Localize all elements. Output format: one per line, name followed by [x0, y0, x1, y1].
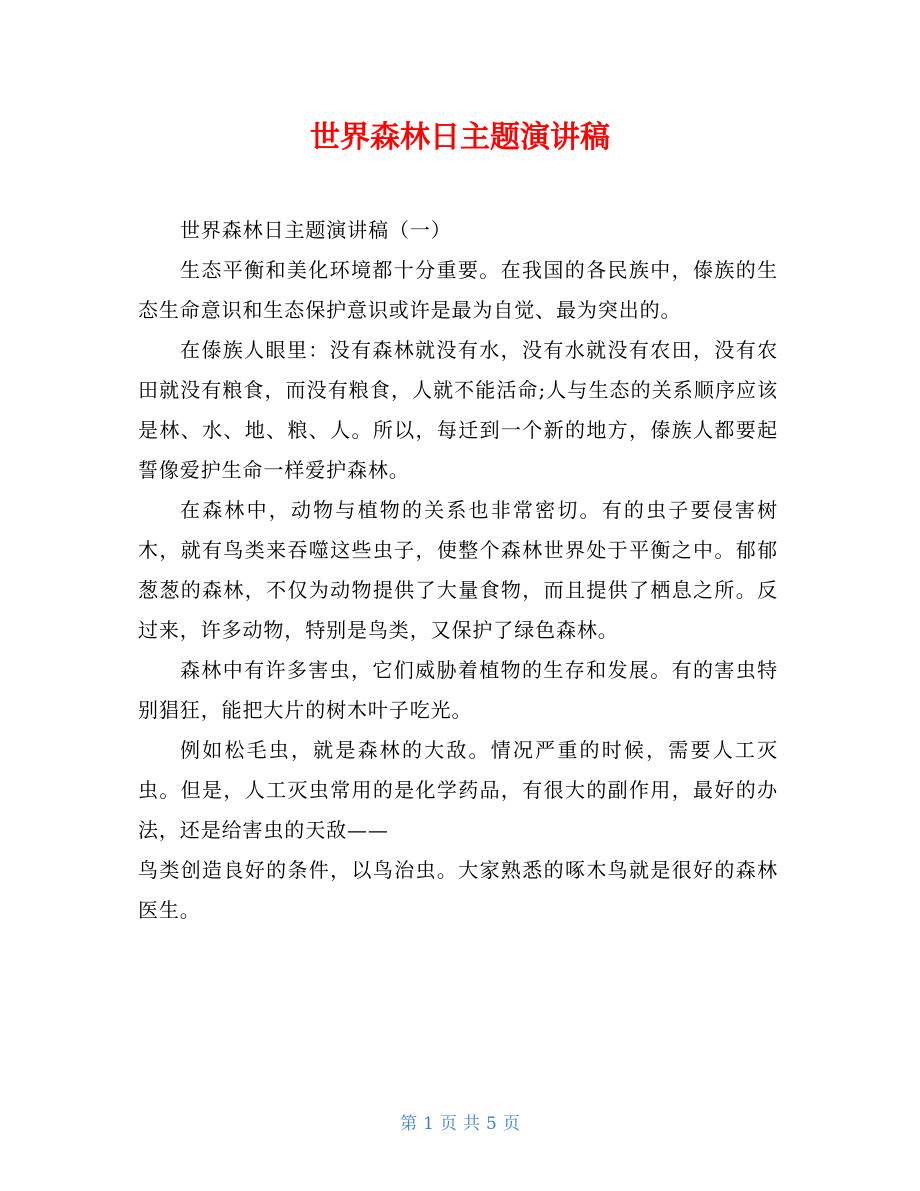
page-unit: 页	[440, 1114, 457, 1134]
paragraph-1: 生态平衡和美化环境都十分重要。在我国的各民族中，傣族的生态生命意识和生态保护意识或许是最为自觉、最为突出的。	[138, 258, 778, 322]
page-number: 1	[423, 1114, 434, 1134]
page-label: 第	[400, 1114, 418, 1134]
paragraph-5: 例如松毛虫，就是森林的大敌。情况严重的时候，需要人工灭虫。但是，人工灭虫常用的是化学药品，有很大的副作用，最好的办法，还是给害虫的天敌——	[138, 738, 778, 842]
paragraph-3: 在森林中，动物与植物的关系也非常密切。有的虫子要侵害树木，就有鸟类来吞噬这些虫子，使整个森林世界处于平衡之中。郁郁葱葱的森林，不仅为动物提供了大量食物，而且提供了栖息之所。反过来，许多动物，特别是鸟类，又保护了绿色森林。	[138, 498, 778, 642]
document-title: 世界森林日主题演讲稿	[310, 120, 610, 155]
paragraph-6: 鸟类创造良好的条件，以鸟治虫。大家熟悉的啄木鸟就是很好的森林医生。	[138, 858, 778, 922]
section-heading: 世界森林日主题演讲稿（一）	[180, 218, 452, 242]
total-pages: 5	[486, 1114, 497, 1134]
total-label: 共	[463, 1114, 480, 1134]
document-body	[138, 210, 778, 930]
paragraph-2: 在傣族人眼里：没有森林就没有水，没有水就没有农田，没有农田就没有粮食，而没有粮食，人就不能活命;人与生态的关系顺序应该是林、水、地、粮、人。所以，每迁到一个新的地方，傣族人都要起誓像爱护生命一样爱护森林。	[138, 338, 778, 482]
page-footer	[0, 1112, 920, 1136]
total-unit: 页	[502, 1114, 520, 1134]
paragraph-4: 森林中有许多害虫，它们威胁着植物的生存和发展。有的害虫特别猖狂，能把大片的树木叶子吃光。	[138, 658, 778, 722]
